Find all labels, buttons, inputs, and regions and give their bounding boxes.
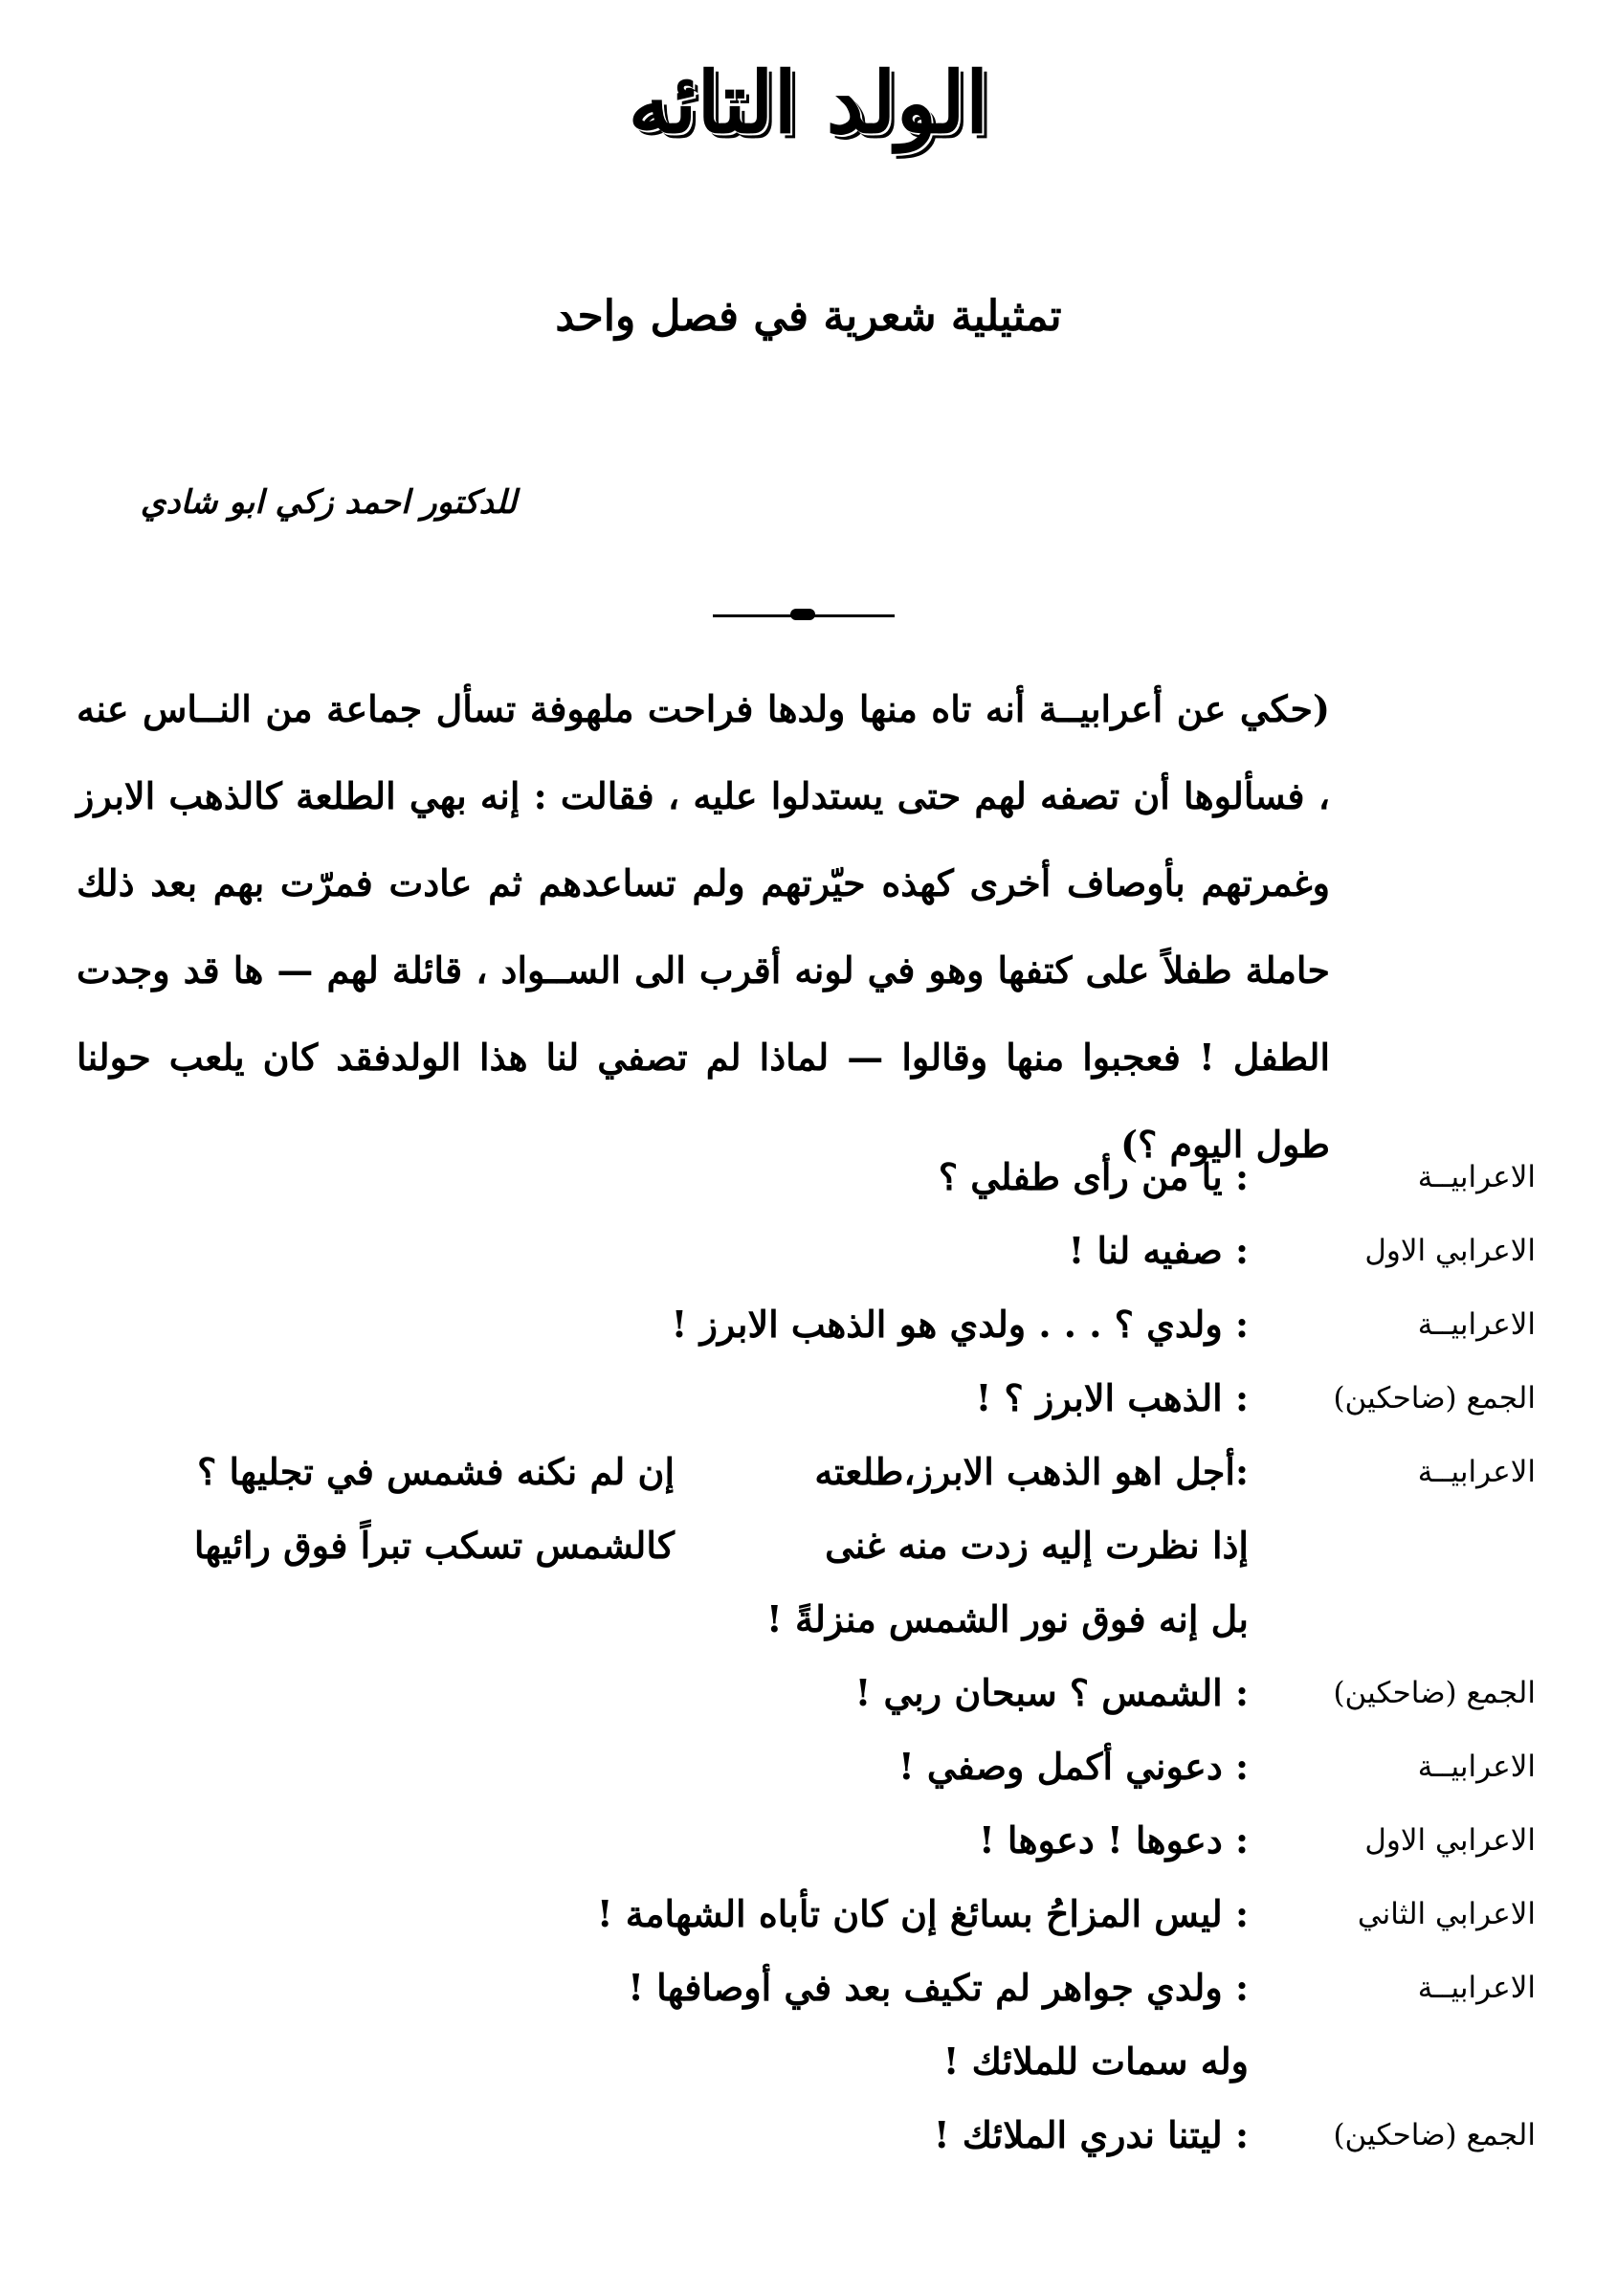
verse-row [77, 1517, 1536, 1591]
verse-first-hemistich: :أجل اهو الذهب الابرز،طلعته [814, 1450, 1249, 1493]
speaker-label: الاعرابيــة [1417, 1971, 1536, 2005]
dialogue-line: : دعوني أكمل وصفي ! [897, 1745, 1249, 1788]
dialogue-row [77, 2107, 1536, 2180]
dialogue-row [77, 1370, 1536, 1443]
speaker-label: الجمع (ضاحكين) [1333, 2118, 1536, 2152]
speaker-label: الاعرابي الاول [1364, 1234, 1536, 1268]
verse-second-hemistich: كالشمس تسكب تبراً فوق رائيها [193, 1524, 675, 1567]
dialogue-row [77, 1296, 1536, 1370]
dialogue-line: : دعوها ! دعوها ! [979, 1818, 1249, 1861]
document-title: الولد التائه [628, 53, 989, 152]
dialogue-row [77, 1664, 1536, 1738]
dialogue-line: : ليس المزاحُ بسائغ إن كان تأباه الشهامة ! [596, 1892, 1249, 1935]
dialogue-row [77, 2033, 1536, 2107]
divider-ornament [790, 609, 815, 620]
dialogue-line: : يا من رأى طفلي ؟ [938, 1155, 1249, 1198]
speaker-label: الاعرابيــة [1417, 1455, 1536, 1489]
dialogue-line: : ولدي ؟ . . . ولدي هو الذهب الابرز ! [671, 1303, 1249, 1346]
dialogue-row [77, 1222, 1536, 1296]
speaker-label: الاعرابي الاول [1364, 1823, 1536, 1858]
dialogue-line: بل إنه فوق نور الشمس منزلةً ! [766, 1597, 1249, 1640]
dialogue-row [77, 1812, 1536, 1885]
dialogue-row [77, 1959, 1536, 2033]
author-signature: للدكتور احمد زكي ابو شادي [140, 483, 517, 522]
verse-row [77, 1443, 1536, 1517]
dialogue-line: : ولدي جواهر لم تكيف بعد في أوصافها ! [628, 1966, 1249, 2009]
dialogue-row [77, 1148, 1536, 1222]
dialogue-row [77, 1885, 1536, 1959]
dialogue-line: : الشمس ؟ سبحان ربي ! [854, 1671, 1249, 1714]
speaker-label: الاعرابيــة [1417, 1750, 1536, 1784]
dialogue-row [77, 1591, 1536, 1664]
speaker-label: الاعرابيــة [1417, 1307, 1536, 1342]
speaker-label: الاعرابي الثاني [1357, 1897, 1536, 1931]
dialogue-row [77, 1738, 1536, 1812]
speaker-label: الاعرابيــة [1417, 1160, 1536, 1194]
document-subtitle: تمثيلية شعرية في فصل واحد [555, 292, 1062, 341]
intro-paragraph: (حكي عن أعرابيــة أنه تاه منها ولدها فراحت ملهوفة تسأل جماعة من النــاس عنه ، فسألوها أن تصفه لهم حتى يستدلوا عليه ، فقالت : إنه بهي الطلعة كالذهب الابرز وغمرتهم بأوصاف أخرى كهذه حيّرتهم ولم تساعدهم ثم عادت فمرّت بهم بعد ذلك حاملة طفلاً على كتفها وهو في لونه أقرب الى الســواد ، قائلة لهم — ها قد وجدت الطفل ! فعجبوا منها وقالوا — لماذا لم تصفي لنا هذا الولدفقد كان يلعب حولنا طول اليوم ؟) [77, 687, 1330, 1166]
verse-first-hemistich: إذا نظرت إليه زدت منه غنى [825, 1524, 1249, 1567]
dialogue-line: : الذهب الابرز ؟ ! [975, 1376, 1249, 1419]
speaker-label: الجمع (ضاحكين) [1333, 1381, 1536, 1415]
dialogue-line: : ليتنا ندري الملائك ! [933, 2113, 1249, 2156]
dialogue-line: : صفيه لنا ! [1068, 1229, 1249, 1272]
speaker-label: الجمع (ضاحكين) [1333, 1676, 1536, 1710]
dialogue-block [77, 1148, 1536, 2180]
dialogue-line: وله سمات للملائك ! [942, 2040, 1249, 2083]
verse-second-hemistich: إن لم نكنه فشمس في تجليها ؟ [197, 1450, 675, 1493]
